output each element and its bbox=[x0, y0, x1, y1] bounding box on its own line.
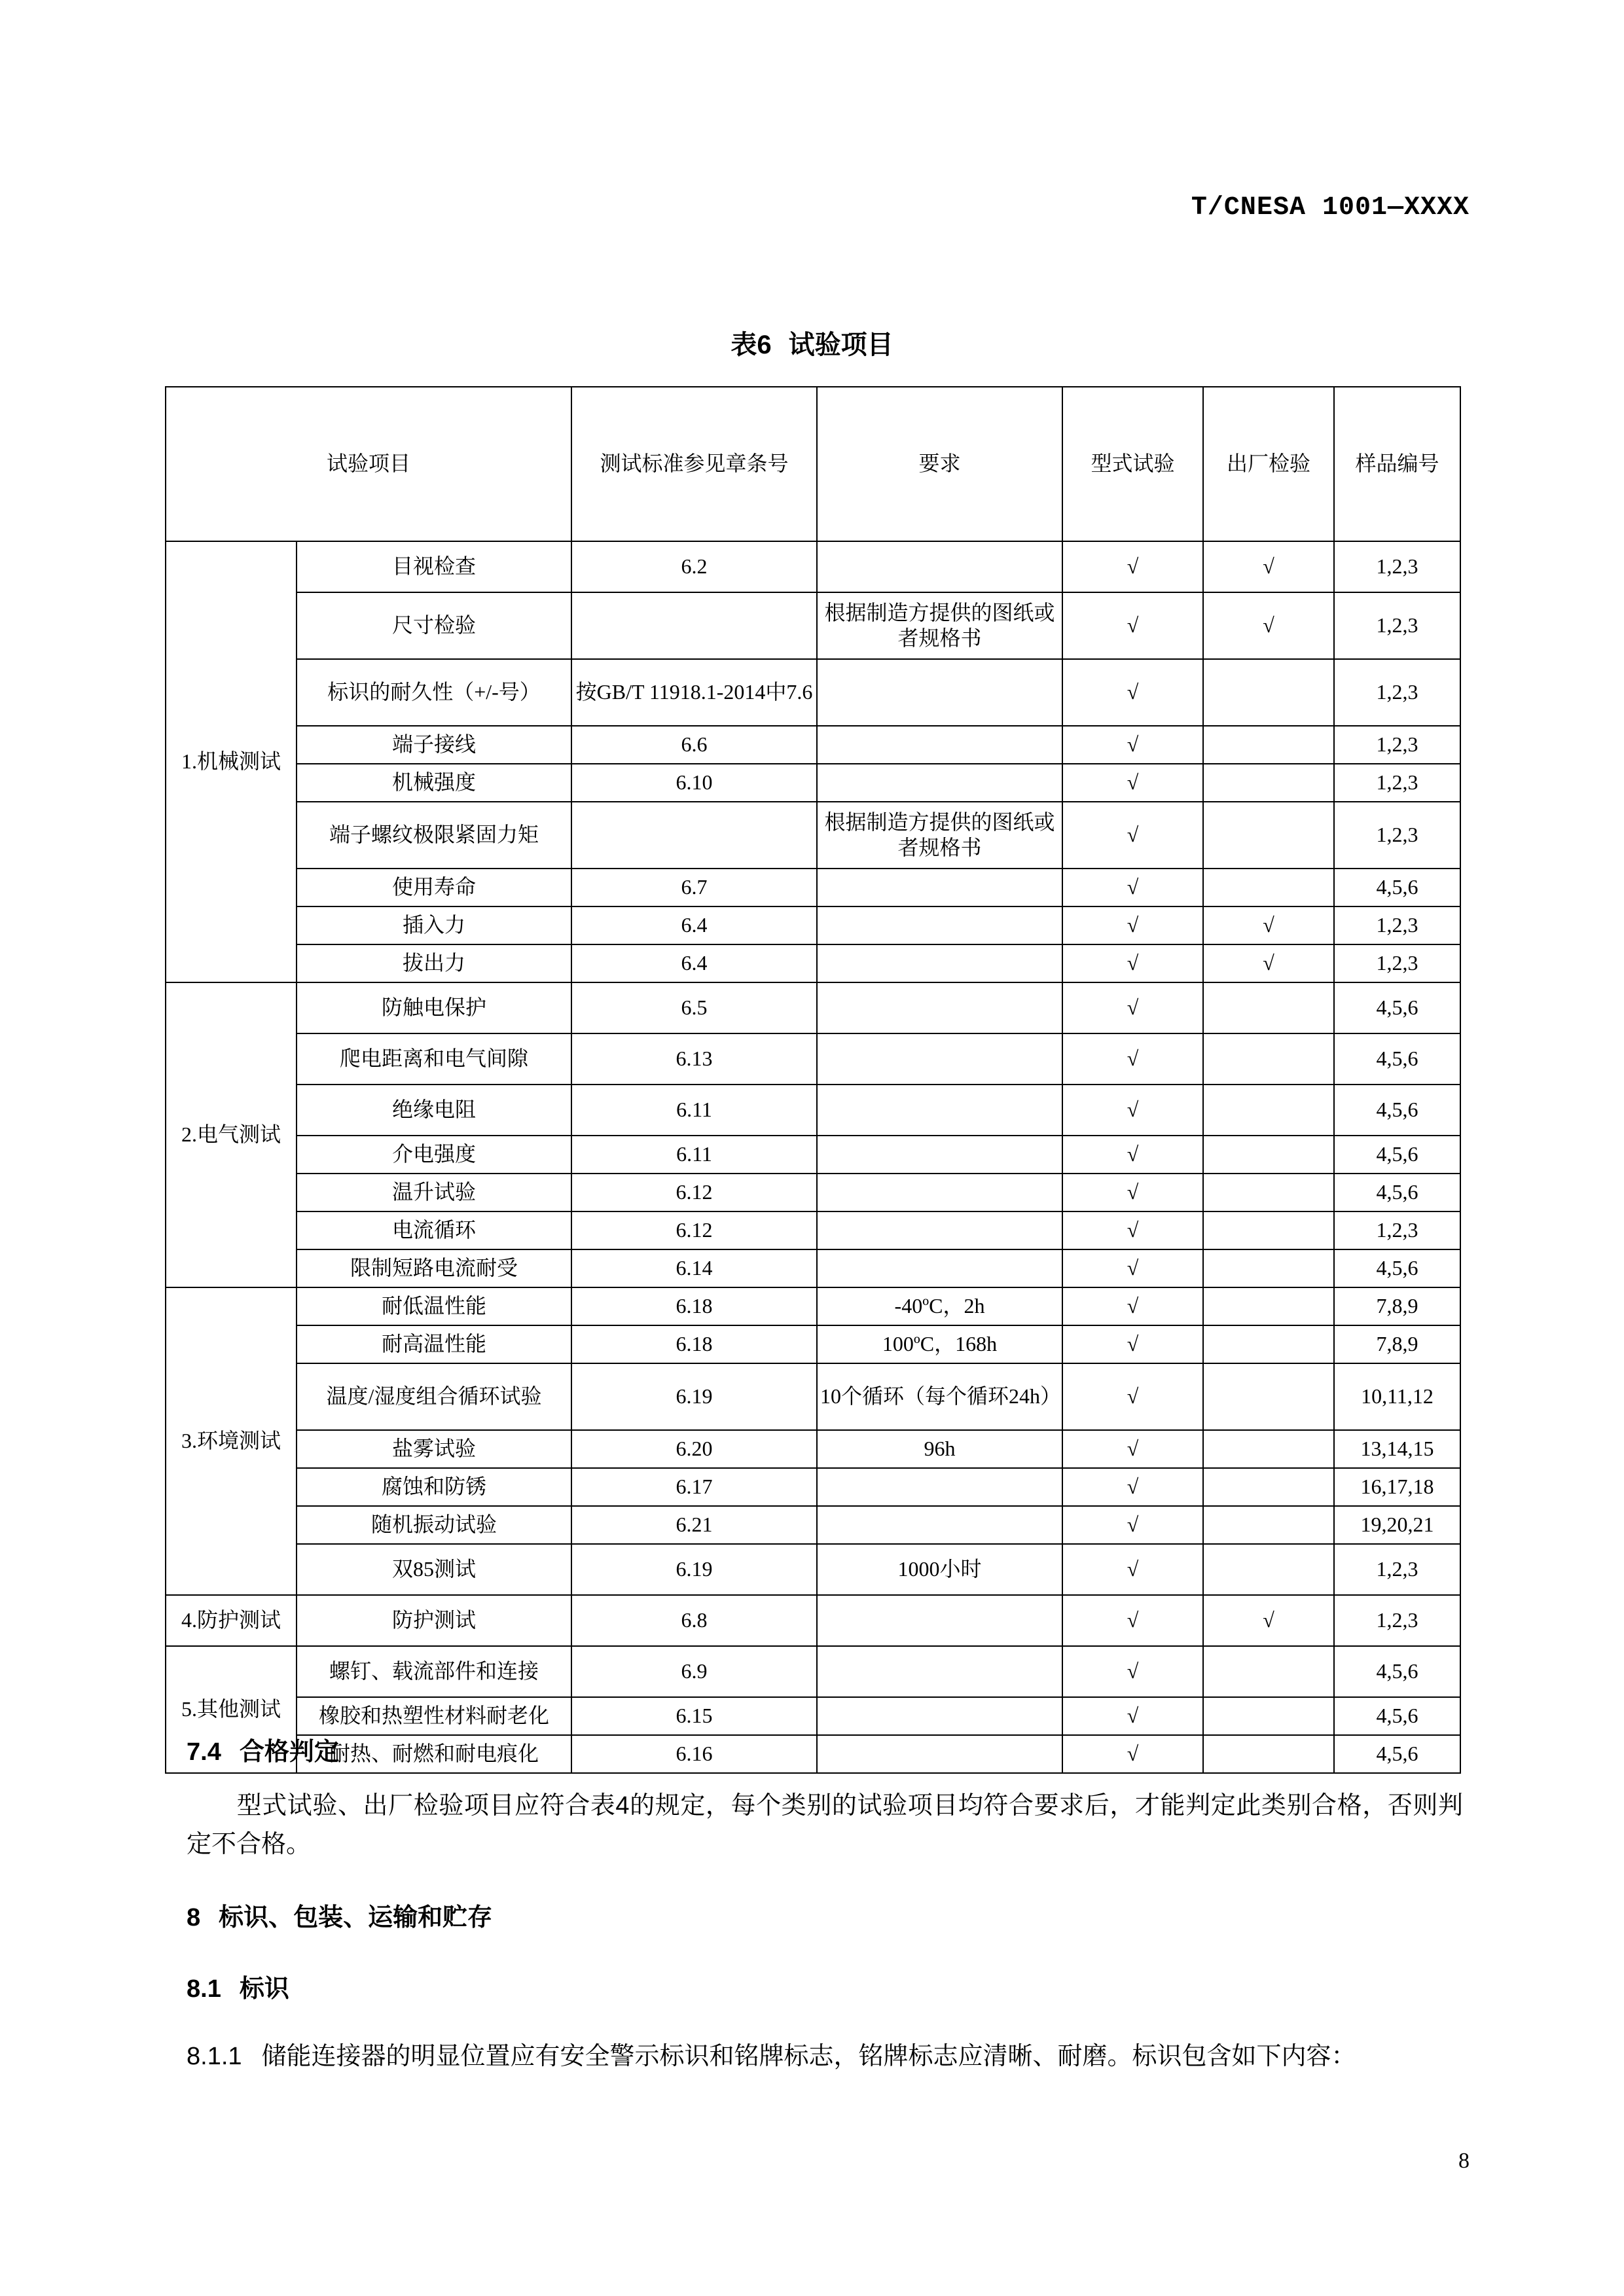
test-item-cell: 标识的耐久性（+/-号） bbox=[297, 659, 571, 726]
table-row bbox=[166, 1544, 1460, 1595]
requirement-cell: 100ºC，168h bbox=[817, 1325, 1062, 1363]
factory-test-cell bbox=[1203, 1325, 1334, 1363]
table-row bbox=[166, 802, 1460, 869]
requirement-cell: 96h bbox=[817, 1430, 1062, 1468]
sample-number-cell: 4,5,6 bbox=[1334, 982, 1460, 1033]
section-7-4-number: 7.4 bbox=[187, 1738, 221, 1766]
standard-clause-cell: 按GB/T 11918.1-2014中7.6 bbox=[571, 659, 817, 726]
table-row bbox=[166, 1287, 1460, 1325]
standard-clause-cell: 6.17 bbox=[571, 1468, 817, 1506]
column-header-factory-test: 出厂检验 bbox=[1203, 387, 1334, 541]
section-7-4-paragraph bbox=[187, 1787, 1463, 1864]
type-test-cell: √ bbox=[1062, 1085, 1203, 1136]
factory-test-cell: √ bbox=[1203, 592, 1334, 659]
sample-number-cell: 4,5,6 bbox=[1334, 1249, 1460, 1287]
test-items-table bbox=[165, 386, 1461, 1774]
table-row bbox=[166, 982, 1460, 1033]
factory-test-cell bbox=[1203, 764, 1334, 802]
type-test-cell: √ bbox=[1062, 802, 1203, 869]
sample-number-cell: 16,17,18 bbox=[1334, 1468, 1460, 1506]
requirement-cell bbox=[817, 1085, 1062, 1136]
type-test-cell: √ bbox=[1062, 726, 1203, 764]
standard-clause-cell: 6.19 bbox=[571, 1544, 817, 1595]
test-item-cell: 耐高温性能 bbox=[297, 1325, 571, 1363]
requirement-cell bbox=[817, 1249, 1062, 1287]
type-test-cell: √ bbox=[1062, 982, 1203, 1033]
requirement-cell: 根据制造方提供的图纸或者规格书 bbox=[817, 802, 1062, 869]
test-item-cell: 耐热、耐燃和耐电痕化 bbox=[297, 1735, 571, 1773]
type-test-cell: √ bbox=[1062, 764, 1203, 802]
section-7-4-heading bbox=[187, 1731, 1463, 1767]
requirement-cell bbox=[817, 1506, 1062, 1544]
test-item-cell: 端子接线 bbox=[297, 726, 571, 764]
factory-test-cell bbox=[1203, 869, 1334, 906]
test-item-cell: 温升试验 bbox=[297, 1174, 571, 1211]
sample-number-cell: 1,2,3 bbox=[1334, 592, 1460, 659]
section-8-1-1-paragraph bbox=[187, 2037, 1463, 2076]
factory-test-cell: √ bbox=[1203, 944, 1334, 982]
standard-clause-cell: 6.13 bbox=[571, 1033, 817, 1085]
category-cell: 1.机械测试 bbox=[166, 541, 297, 982]
category-cell: 5.其他测试 bbox=[166, 1646, 297, 1773]
section-8-1-number: 8.1 bbox=[187, 1975, 221, 2003]
test-item-cell: 防触电保护 bbox=[297, 982, 571, 1033]
table-header bbox=[166, 387, 1460, 541]
factory-test-cell bbox=[1203, 1287, 1334, 1325]
section-7-4-title: 合格判定 bbox=[239, 1738, 339, 1766]
factory-test-cell: √ bbox=[1203, 541, 1334, 592]
sample-number-cell: 7,8,9 bbox=[1334, 1325, 1460, 1363]
factory-test-cell bbox=[1203, 1506, 1334, 1544]
requirement-cell: 10个循环（每个循环24h） bbox=[817, 1363, 1062, 1430]
sample-number-cell: 4,5,6 bbox=[1334, 1697, 1460, 1735]
standard-clause-cell: 6.5 bbox=[571, 982, 817, 1033]
factory-test-cell bbox=[1203, 1033, 1334, 1085]
requirement-cell bbox=[817, 1174, 1062, 1211]
table-row bbox=[166, 1211, 1460, 1249]
factory-test-cell bbox=[1203, 1697, 1334, 1735]
table-row bbox=[166, 1468, 1460, 1506]
test-item-cell: 插入力 bbox=[297, 906, 571, 944]
type-test-cell: √ bbox=[1062, 1363, 1203, 1430]
test-item-cell: 端子螺纹极限紧固力矩 bbox=[297, 802, 571, 869]
type-test-cell: √ bbox=[1062, 1211, 1203, 1249]
sample-number-cell: 7,8,9 bbox=[1334, 1287, 1460, 1325]
requirement-cell bbox=[817, 726, 1062, 764]
sample-number-cell: 4,5,6 bbox=[1334, 1735, 1460, 1773]
table-row bbox=[166, 906, 1460, 944]
requirement-cell: -40ºC，2h bbox=[817, 1287, 1062, 1325]
standard-clause-cell: 6.20 bbox=[571, 1430, 817, 1468]
sample-number-cell: 1,2,3 bbox=[1334, 726, 1460, 764]
sample-number-cell: 4,5,6 bbox=[1334, 1085, 1460, 1136]
column-header-type-test: 型式试验 bbox=[1062, 387, 1203, 541]
table-caption-title: 试验项目 bbox=[788, 331, 893, 359]
table-row bbox=[166, 541, 1460, 592]
sample-number-cell: 19,20,21 bbox=[1334, 1506, 1460, 1544]
test-item-cell: 耐低温性能 bbox=[297, 1287, 571, 1325]
type-test-cell: √ bbox=[1062, 869, 1203, 906]
type-test-cell: √ bbox=[1062, 1174, 1203, 1211]
column-header-sample-number: 样品编号 bbox=[1334, 387, 1460, 541]
test-item-cell: 随机振动试验 bbox=[297, 1506, 571, 1544]
test-item-cell: 腐蚀和防锈 bbox=[297, 1468, 571, 1506]
table-row bbox=[166, 1430, 1460, 1468]
requirement-cell bbox=[817, 1595, 1062, 1646]
test-item-cell: 介电强度 bbox=[297, 1136, 571, 1174]
requirement-cell: 1000小时 bbox=[817, 1544, 1062, 1595]
requirement-cell bbox=[817, 1136, 1062, 1174]
section-8-1-title: 标识 bbox=[239, 1975, 289, 2003]
factory-test-cell bbox=[1203, 1430, 1334, 1468]
factory-test-cell bbox=[1203, 1468, 1334, 1506]
column-header-test-item: 试验项目 bbox=[166, 387, 571, 541]
sample-number-cell: 1,2,3 bbox=[1334, 1544, 1460, 1595]
test-item-cell: 橡胶和热塑性材料耐老化 bbox=[297, 1697, 571, 1735]
standard-clause-cell: 6.4 bbox=[571, 906, 817, 944]
sample-number-cell: 4,5,6 bbox=[1334, 869, 1460, 906]
table-row bbox=[166, 764, 1460, 802]
table-caption-label: 表6 bbox=[731, 331, 772, 359]
table-row bbox=[166, 726, 1460, 764]
test-item-cell: 防护测试 bbox=[297, 1595, 571, 1646]
factory-test-cell bbox=[1203, 1249, 1334, 1287]
table-row bbox=[166, 1595, 1460, 1646]
type-test-cell: √ bbox=[1062, 1430, 1203, 1468]
factory-test-cell bbox=[1203, 1646, 1334, 1697]
type-test-cell: √ bbox=[1062, 592, 1203, 659]
category-cell: 2.电气测试 bbox=[166, 982, 297, 1287]
factory-test-cell bbox=[1203, 1211, 1334, 1249]
requirement-cell bbox=[817, 764, 1062, 802]
category-cell: 3.环境测试 bbox=[166, 1287, 297, 1595]
standard-clause-cell: 6.2 bbox=[571, 541, 817, 592]
test-item-cell: 拔出力 bbox=[297, 944, 571, 982]
standard-clause-cell: 6.12 bbox=[571, 1174, 817, 1211]
section-8-1-1-number: 8.1.1 bbox=[187, 2043, 242, 2070]
table-row bbox=[166, 1506, 1460, 1544]
type-test-cell: √ bbox=[1062, 1646, 1203, 1697]
table-row bbox=[166, 1033, 1460, 1085]
sample-number-cell: 1,2,3 bbox=[1334, 1595, 1460, 1646]
standard-clause-cell: 6.8 bbox=[571, 1595, 817, 1646]
test-item-cell: 爬电距离和电气间隙 bbox=[297, 1033, 571, 1085]
table-caption bbox=[0, 324, 1624, 361]
table-row bbox=[166, 1249, 1460, 1287]
factory-test-cell bbox=[1203, 659, 1334, 726]
table-row bbox=[166, 1085, 1460, 1136]
page-number: 8 bbox=[1458, 2149, 1470, 2173]
type-test-cell: √ bbox=[1062, 1287, 1203, 1325]
table-row bbox=[166, 944, 1460, 982]
type-test-cell: √ bbox=[1062, 1544, 1203, 1595]
test-item-cell: 尺寸检验 bbox=[297, 592, 571, 659]
type-test-cell: √ bbox=[1062, 1506, 1203, 1544]
sample-number-cell: 1,2,3 bbox=[1334, 764, 1460, 802]
section-8-heading bbox=[187, 1897, 1463, 1933]
column-header-requirement: 要求 bbox=[817, 387, 1062, 541]
test-item-cell: 限制短路电流耐受 bbox=[297, 1249, 571, 1287]
sample-number-cell: 1,2,3 bbox=[1334, 944, 1460, 982]
table-header-row bbox=[166, 387, 1460, 541]
sample-number-cell: 1,2,3 bbox=[1334, 802, 1460, 869]
type-test-cell: √ bbox=[1062, 1325, 1203, 1363]
table-body bbox=[166, 541, 1460, 1773]
factory-test-cell bbox=[1203, 982, 1334, 1033]
type-test-cell: √ bbox=[1062, 1595, 1203, 1646]
type-test-cell: √ bbox=[1062, 1697, 1203, 1735]
requirement-cell bbox=[817, 906, 1062, 944]
type-test-cell: √ bbox=[1062, 541, 1203, 592]
standard-clause-cell: 6.11 bbox=[571, 1136, 817, 1174]
sample-number-cell: 1,2,3 bbox=[1334, 659, 1460, 726]
sample-number-cell: 4,5,6 bbox=[1334, 1033, 1460, 1085]
standard-clause-cell: 6.7 bbox=[571, 869, 817, 906]
section-8-1-1-body-text: 储能连接器的明显位置应有安全警示标识和铭牌标志，铭牌标志应清晰、耐磨。标识包含如下内容： bbox=[261, 2043, 1356, 2070]
requirement-cell bbox=[817, 1468, 1062, 1506]
test-item-cell: 双85测试 bbox=[297, 1544, 571, 1595]
requirement-cell bbox=[817, 541, 1062, 592]
type-test-cell: √ bbox=[1062, 1249, 1203, 1287]
test-item-cell: 使用寿命 bbox=[297, 869, 571, 906]
table-row bbox=[166, 592, 1460, 659]
section-8-1-heading bbox=[187, 1968, 1463, 2004]
factory-test-cell bbox=[1203, 1544, 1334, 1595]
standard-clause-cell: 6.19 bbox=[571, 1363, 817, 1430]
standard-clause-cell: 6.14 bbox=[571, 1249, 817, 1287]
sample-number-cell: 4,5,6 bbox=[1334, 1646, 1460, 1697]
standard-clause-cell: 6.9 bbox=[571, 1646, 817, 1697]
factory-test-cell bbox=[1203, 1136, 1334, 1174]
table-row bbox=[166, 1174, 1460, 1211]
standard-clause-cell: 6.18 bbox=[571, 1287, 817, 1325]
type-test-cell: √ bbox=[1062, 1735, 1203, 1773]
standard-clause-cell bbox=[571, 592, 817, 659]
factory-test-cell bbox=[1203, 802, 1334, 869]
test-item-cell: 螺钉、载流部件和连接 bbox=[297, 1646, 571, 1697]
sample-number-cell: 4,5,6 bbox=[1334, 1174, 1460, 1211]
standard-clause-cell: 6.15 bbox=[571, 1697, 817, 1735]
type-test-cell: √ bbox=[1062, 1136, 1203, 1174]
standard-clause-cell: 6.18 bbox=[571, 1325, 817, 1363]
standard-clause-cell: 6.21 bbox=[571, 1506, 817, 1544]
type-test-cell: √ bbox=[1062, 944, 1203, 982]
section-7-4-body-text: 型式试验、出厂检验项目应符合表4的规定，每个类别的试验项目均符合要求后，才能判定此类别合格，否则判定不合格。 bbox=[187, 1792, 1463, 1858]
requirement-cell bbox=[817, 1211, 1062, 1249]
sample-number-cell: 13,14,15 bbox=[1334, 1430, 1460, 1468]
requirement-cell bbox=[817, 944, 1062, 982]
type-test-cell: √ bbox=[1062, 1033, 1203, 1085]
standard-clause-cell: 6.6 bbox=[571, 726, 817, 764]
column-header-standard-clause: 测试标准参见章条号 bbox=[571, 387, 817, 541]
sample-number-cell: 1,2,3 bbox=[1334, 1211, 1460, 1249]
test-item-cell: 目视检查 bbox=[297, 541, 571, 592]
requirement-cell bbox=[817, 982, 1062, 1033]
standard-clause-cell bbox=[571, 802, 817, 869]
test-item-cell: 盐雾试验 bbox=[297, 1430, 571, 1468]
sample-number-cell: 1,2,3 bbox=[1334, 541, 1460, 592]
requirement-cell: 根据制造方提供的图纸或者规格书 bbox=[817, 592, 1062, 659]
requirement-cell bbox=[817, 1033, 1062, 1085]
test-item-cell: 绝缘电阻 bbox=[297, 1085, 571, 1136]
table-row bbox=[166, 869, 1460, 906]
test-item-cell: 机械强度 bbox=[297, 764, 571, 802]
table-row bbox=[166, 659, 1460, 726]
requirement-cell bbox=[817, 869, 1062, 906]
standard-clause-cell: 6.10 bbox=[571, 764, 817, 802]
section-8-title: 标识、包装、运输和贮存 bbox=[219, 1904, 493, 1931]
running-header-standard-code: T/CNESA 1001—XXXX bbox=[1191, 193, 1470, 223]
requirement-cell bbox=[817, 1646, 1062, 1697]
test-items-table-container bbox=[165, 386, 1460, 1774]
type-test-cell: √ bbox=[1062, 1468, 1203, 1506]
sample-number-cell: 4,5,6 bbox=[1334, 1136, 1460, 1174]
standard-clause-cell: 6.4 bbox=[571, 944, 817, 982]
factory-test-cell: √ bbox=[1203, 906, 1334, 944]
section-8-number: 8 bbox=[187, 1904, 201, 1931]
type-test-cell: √ bbox=[1062, 906, 1203, 944]
standard-clause-cell: 6.11 bbox=[571, 1085, 817, 1136]
factory-test-cell bbox=[1203, 1363, 1334, 1430]
table-row bbox=[166, 1646, 1460, 1697]
table-row bbox=[166, 1363, 1460, 1430]
test-item-cell: 电流循环 bbox=[297, 1211, 571, 1249]
test-item-cell: 温度/湿度组合循环试验 bbox=[297, 1363, 571, 1430]
table-row bbox=[166, 1325, 1460, 1363]
requirement-cell bbox=[817, 1697, 1062, 1735]
standard-clause-cell: 6.12 bbox=[571, 1211, 817, 1249]
factory-test-cell bbox=[1203, 726, 1334, 764]
category-cell: 4.防护测试 bbox=[166, 1595, 297, 1646]
table-row bbox=[166, 1697, 1460, 1735]
factory-test-cell bbox=[1203, 1174, 1334, 1211]
type-test-cell: √ bbox=[1062, 659, 1203, 726]
standard-clause-cell: 6.16 bbox=[571, 1735, 817, 1773]
factory-test-cell: √ bbox=[1203, 1595, 1334, 1646]
factory-test-cell bbox=[1203, 1085, 1334, 1136]
table-row bbox=[166, 1136, 1460, 1174]
sample-number-cell: 10,11,12 bbox=[1334, 1363, 1460, 1430]
sample-number-cell: 1,2,3 bbox=[1334, 906, 1460, 944]
requirement-cell bbox=[817, 659, 1062, 726]
